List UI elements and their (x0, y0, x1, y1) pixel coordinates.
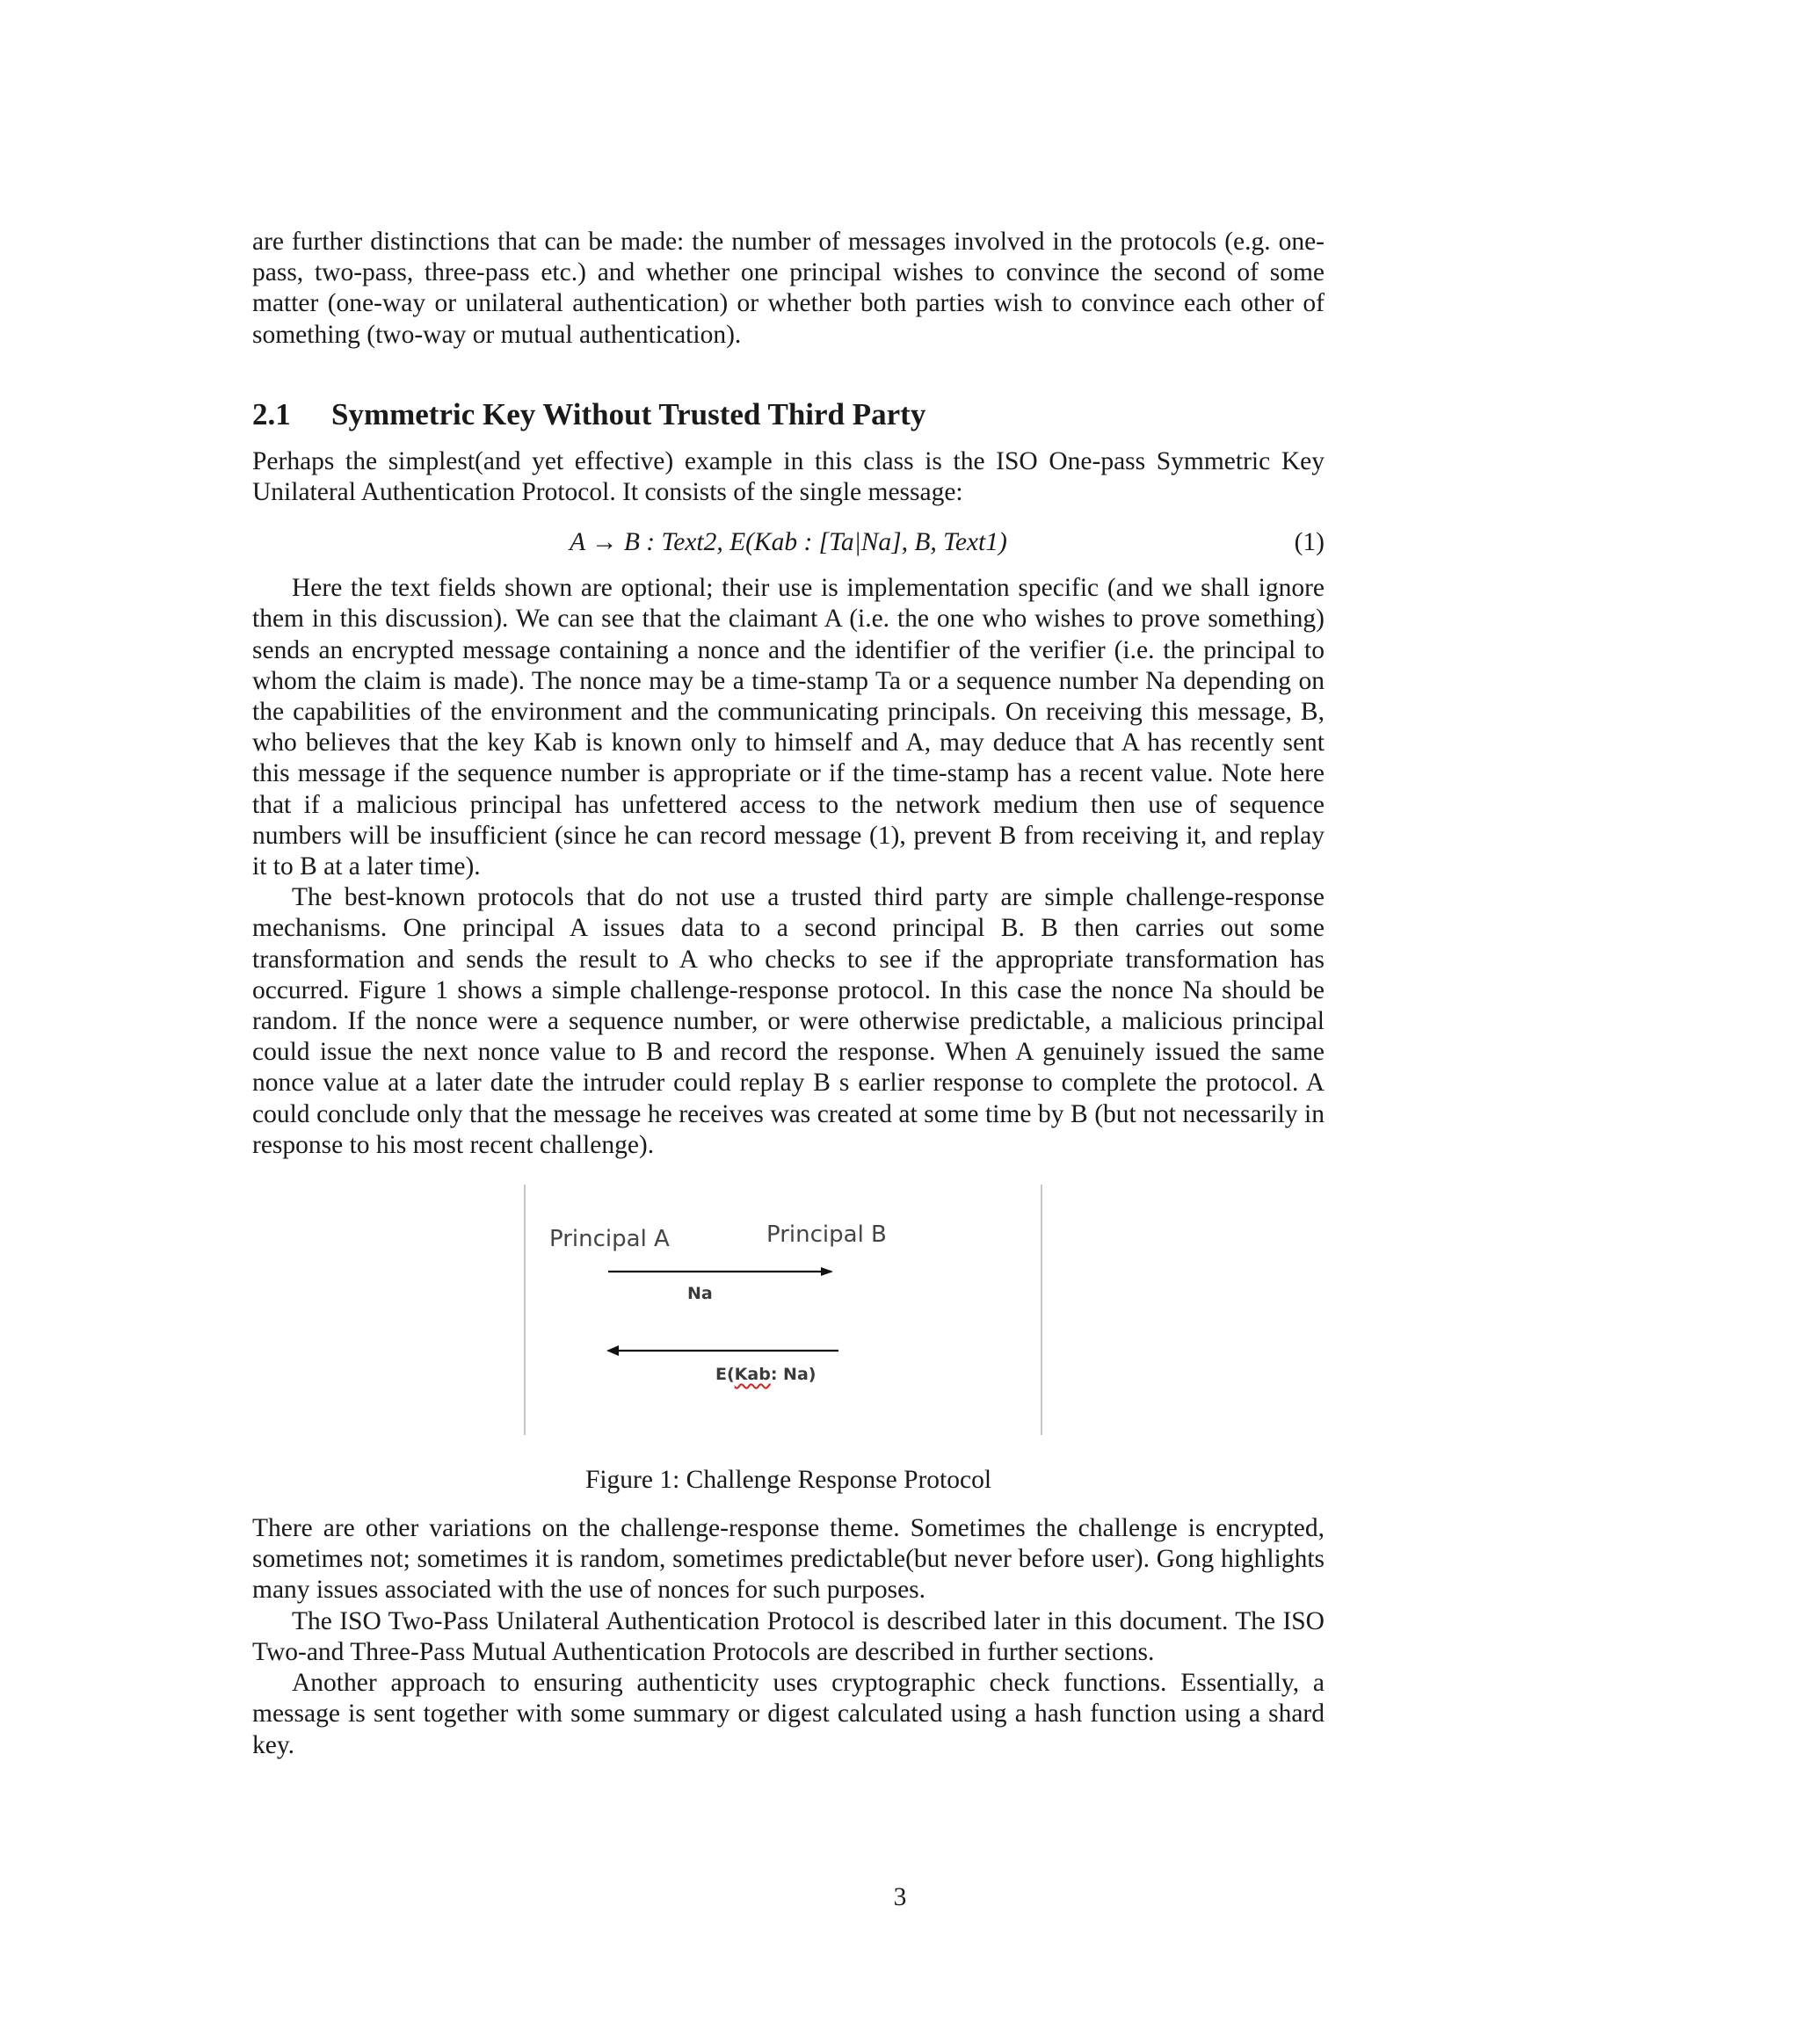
arrow-b-to-a (606, 1345, 838, 1356)
figure-caption: Figure 1: Challenge Response Protocol (584, 1466, 992, 1495)
section-heading (252, 395, 1325, 434)
body-paragraph: Here the text fields shown are optional; their use is implementation specific (and we shall ignore them in this discussion). We can see that the claimant A (i.e. the one who wishes to prove something) sends an encrypted message containing a nonce and the identifier of the verifier (i.e. the principal to whom the claim is made). The nonce may be a time-stamp Ta or a sequence number Na depending on the capabilities of the environment and the communicating principals. On receiving this message, B, who believes that the key Kab is known only to himself and A, may deduce that A has recently sent this message if the sequence number is appropriate or if the time-stamp has a recent value. Note here that if a malicious principal has unfettered access to the network medium then use of sequence numbers will be insufficient (since he can record message (1), prevent B from receiving it, and replay it to B at a later time). (252, 574, 1325, 881)
intro-paragraph: are further distinctions that can be made: the number of messages involved in the protocols (e.g. one-pass, two-pass, three-pass etc.) and whether one principal wishes to convince the second of some matter (one-way or unilateral authentication) or whether both parties wish to convince each other of something (two-way or mutual authentication). (252, 228, 1325, 349)
equation-1 (252, 524, 1325, 561)
section-number: 2.1 (252, 396, 291, 431)
message-1-label: Na (687, 1284, 713, 1304)
principal-b-label: Principal B (766, 1221, 887, 1249)
closing-paragraph: There are other variations on the challenge-response theme. Sometimes the challenge is encrypted, sometimes not; sometimes it is random, sometimes predictable(but never before user). Gong highlights many issues associated with the use of nonces for such purposes. (252, 1514, 1325, 1605)
message-2-label: E(Kab: Na) (715, 1365, 817, 1385)
arrow-a-to-b (608, 1267, 833, 1276)
page-number: 3 (893, 1883, 907, 1911)
equation-expression: A → B : Text2, E(Kab : [Ta|Na], B, Text1) (570, 528, 1007, 557)
body-paragraph: The best-known protocols that do not use a trusted third party are simple challenge-response mechanisms. One principal A issues data to a second principal B. B then carries out some transformation and sends the result to A who checks to see if the appropriate transformation has occurred. Figure 1 shows a simple challenge-response protocol. In this case the nonce Na should be random. If the nonce were a sequence number, or were otherwise predictable, a malicious principal could issue the next nonce value to B and record the response. When A genuinely issued the same nonce value at a later date the intruder could replay B s earlier response to complete the protocol. A could conclude only that the message he receives was created at some time by B (but not necessarily in response to his most recent challenge). (252, 883, 1325, 1159)
spellcheck-underlined-word: Kab (734, 1365, 771, 1385)
figure-arrows (524, 1185, 1042, 1435)
section-title: Symmetric Key Without Trusted Third Party (331, 396, 926, 431)
challenge-response-figure (524, 1185, 1042, 1435)
closing-paragraph: Another approach to ensuring authenticity uses cryptographic check functions. Essentially, a message is sent together with some summary or digest calculated using a hash function using a shard key. (252, 1669, 1325, 1759)
section-lead-paragraph: Perhaps the simplest(and yet effective) example in this class is the ISO One-pass Symmetric Key Unilateral Authentication Protocol. It consists of the single message: (252, 446, 1325, 507)
page-body (252, 227, 1325, 1761)
equation-number: (1) (1294, 528, 1325, 557)
closing-paragraph: The ISO Two-Pass Unilateral Authentication Protocol is described later in this document. The ISO Two-and Three-Pass Mutual Authentication Protocols are described in further sections. (252, 1606, 1325, 1666)
principal-a-label: Principal A (549, 1226, 670, 1253)
